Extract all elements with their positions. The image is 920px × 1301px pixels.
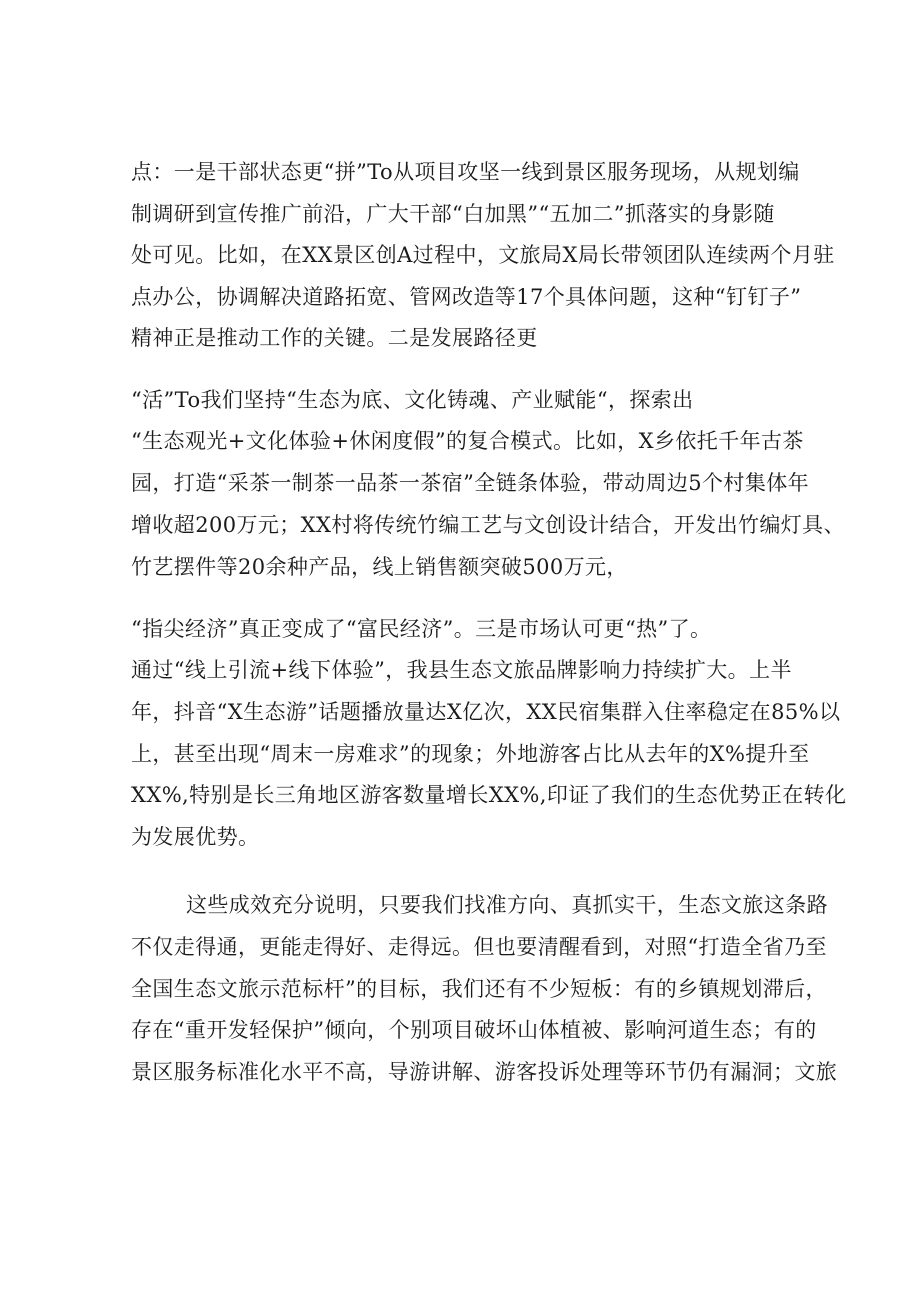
text-line: 精神正是推动工作的关键。二是发展路径更 bbox=[131, 326, 538, 350]
text-line: 处可见。比如，在XX景区创A过程中，文旅局X局长带领团队连续两个月驻 bbox=[131, 243, 835, 267]
text-line: 为发展优势。 bbox=[131, 825, 260, 849]
text-line: “生态观光+文化体验+休闲度假”的复合模式。比如，X乡依托千年古茶 bbox=[131, 429, 804, 453]
text-line: 通过“线上引流+线下体验”，我县生态文旅品牌影响力持续扩大。上半 bbox=[131, 658, 792, 682]
text-line: 点办公，协调解决道路拓宽、管网改造等17个具体问题，这种“钉钉子” bbox=[131, 285, 802, 309]
text-line: 园，打造“采茶一制茶一品茶一茶宿”全链条体验，带动周边5个村集体年 bbox=[131, 471, 810, 495]
text-line: 点：一是干部状态更“拼”To从项目攻坚一线到景区服务现场，从规划编 bbox=[131, 160, 800, 184]
text-line: 全国生态文旅示范标杆”的目标，我们还有不少短板：有的乡镇规划滞后， bbox=[131, 977, 827, 1001]
text-line: 制调研到宣传推广前沿，广大干部“白加黑”“五加二”抓落实的身影随 bbox=[131, 202, 775, 226]
text-line: 景区服务标准化水平不高，导游讲解、游客投诉处理等环节仍有漏洞；文旅 bbox=[131, 1060, 838, 1084]
text-line: 年，抖音“X生态游”话题播放量达X亿次，XX民宿集群入住率稳定在85%以 bbox=[131, 700, 841, 724]
text-line: “活”To我们坚持“生态为底、文化铸魂、产业赋能“，探索出 bbox=[131, 388, 694, 412]
text-line: 竹艺摆件等20余种产品，线上销售额突破500万元， bbox=[131, 555, 628, 579]
text-line: 增收超200万元；XX村将传统竹编工艺与文创设计结合，开发出竹编灯具、 bbox=[131, 513, 845, 537]
text-line: 这些成效充分说明，只要我们找准方向、真抓实干，生态文旅这条路 bbox=[186, 893, 828, 917]
text-line: XX%,特别是长三角地区游客数量增长XX%,印证了我们的生态优势正在转化 bbox=[131, 783, 847, 807]
text-line: 不仅走得通，更能走得好、走得远。但也要清醒看到，对照“打造全省乃至 bbox=[131, 935, 827, 959]
text-line: “指尖经济”真正变成了“富民经济”。三是市场认可更“热”了。 bbox=[131, 617, 712, 641]
text-line: 存在“重开发轻保护”倾向，个别项目破坏山体植被、影响河道生态；有的 bbox=[131, 1018, 817, 1042]
text-line: 上，甚至出现“周末一房难求”的现象；外地游客占比从去年的X%提升至 bbox=[131, 742, 810, 766]
